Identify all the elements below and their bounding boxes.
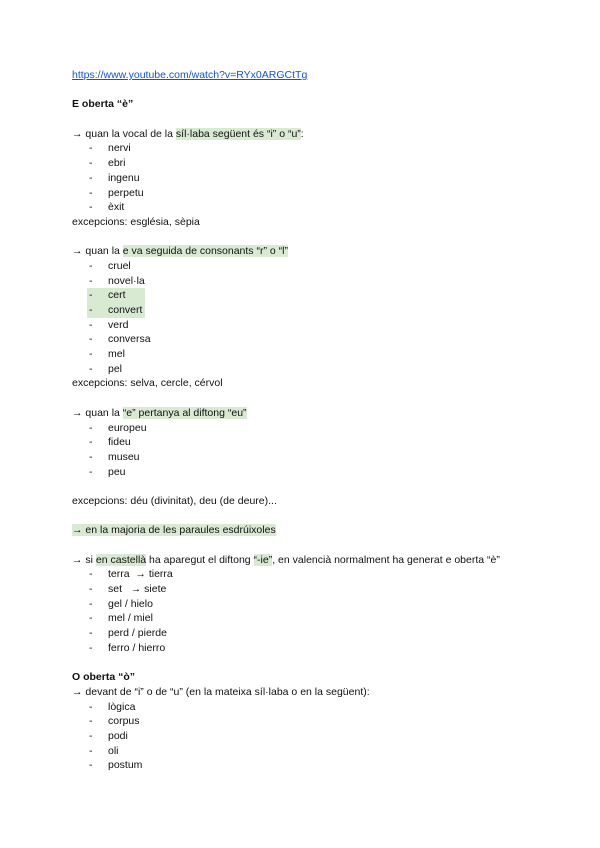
list-item: - èxit	[89, 201, 125, 214]
heading-o-oberta: O oberta “ò”	[72, 671, 136, 684]
list-item: - ebri	[89, 157, 126, 170]
rule-1-post: :	[300, 127, 304, 140]
exceptions-1: excepcions: església, sèpia	[72, 215, 200, 228]
list-item: - terra → tierra	[89, 568, 173, 581]
list-item: - oli	[89, 744, 119, 757]
list-item: - cruel	[89, 259, 131, 272]
list-item: - nervi	[89, 142, 131, 155]
list-item: - set → siete	[89, 583, 167, 596]
list-item: - corpus	[89, 715, 140, 728]
rule-5-highlight-1: en castellà	[95, 553, 147, 566]
list-item: - convert	[72, 303, 542, 318]
rule-3	[72, 406, 542, 421]
list-item: - mel	[89, 348, 125, 361]
exceptions-2: excepcions: selva, cercle, cérvol	[72, 377, 223, 390]
list-item: - postum	[89, 759, 143, 772]
list-item: - gel / hielo	[89, 597, 153, 610]
list-item: - ferro / hierro	[89, 641, 166, 654]
list-item: - ingenu	[89, 171, 140, 184]
list-item: - perd / pierde	[89, 627, 167, 640]
list-item: - novel·la	[89, 274, 145, 287]
list-item: - lògica	[89, 700, 136, 713]
rule-2	[72, 244, 542, 259]
list-item: - museu	[89, 450, 140, 463]
rule-4-highlight: → en la majoria de les paraules esdrúixoles	[72, 524, 276, 537]
rule-4	[72, 523, 542, 538]
youtube-link[interactable]: https://www.youtube.com/watch?v=RYx0ARGCtTg	[72, 69, 308, 81]
exceptions-3: excepcions: déu (divinitat), deu (de deure)...	[72, 494, 277, 507]
rule-1-highlight: síl·laba següent és “i” o “u”	[175, 127, 301, 140]
rule-1-pre: → quan la vocal de la	[72, 127, 176, 140]
list-item: - pel	[89, 362, 123, 375]
rule-3-highlight: “e” pertanya al diftong “eu”	[122, 406, 247, 419]
rule-2-pre: → quan la	[72, 245, 123, 258]
rule-5-highlight-2: “-ie”	[253, 553, 273, 566]
list-item: - europeu	[89, 421, 147, 434]
list-item: - perpetu	[89, 186, 144, 199]
list-item: - mel / miel	[89, 612, 153, 625]
heading-e-oberta: E oberta “è”	[72, 98, 134, 111]
list-item: - verd	[89, 318, 129, 331]
list-item: - conversa	[89, 333, 151, 346]
rule-1	[72, 127, 542, 142]
list-item: - fideu	[89, 436, 131, 449]
list-item: - podi	[89, 729, 128, 742]
rule-2-highlight: e va seguida de consonants “r” o “l”	[122, 245, 288, 258]
rule-3-pre: → quan la	[72, 406, 123, 419]
rule-5: → si en castellà ha aparegut el diftong “-ie”, en valencià normalment ha generat e oberta “è”	[72, 553, 500, 566]
list-item: - peu	[89, 465, 126, 478]
rule-o-1: → devant de “i” o de “u” (en la mateixa síl·laba o en la següent):	[72, 685, 370, 698]
list-item: - cert	[72, 288, 542, 303]
document-page	[72, 68, 542, 773]
